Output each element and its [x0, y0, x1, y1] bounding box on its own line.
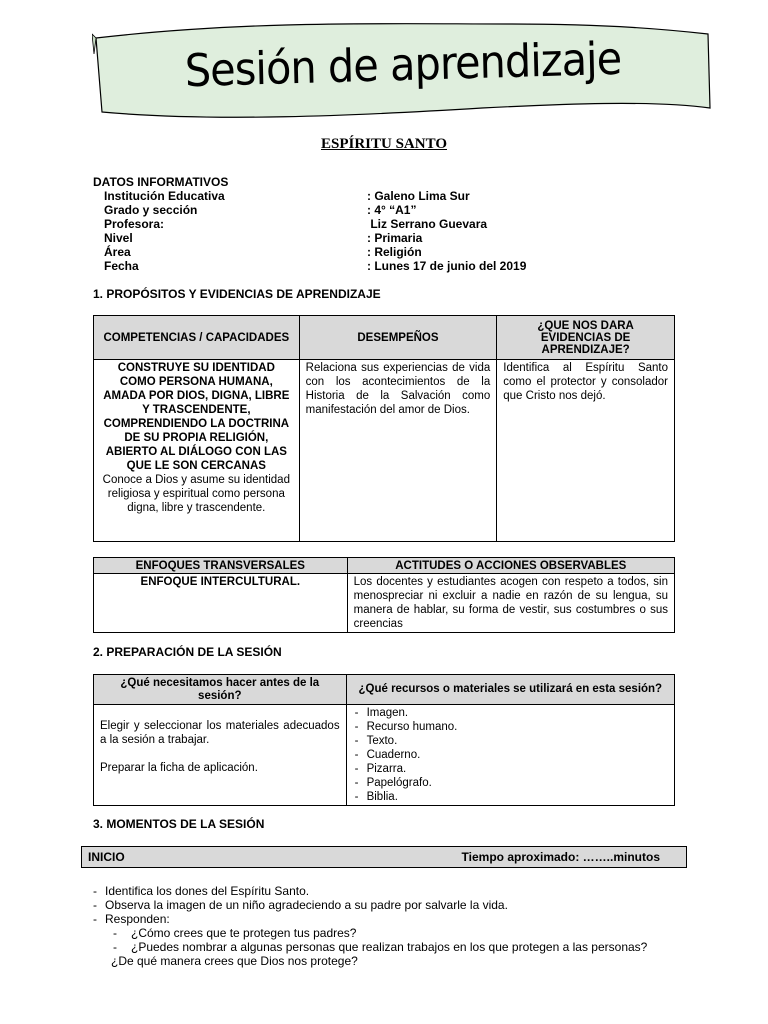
inicio-item: - Responden:: [91, 912, 675, 926]
datos-value: : Galeno Lima Sur: [367, 189, 470, 203]
header-antes: ¿Qué necesitamos hacer antes de la sesión?: [94, 675, 347, 705]
inicio-item: - Observa la imagen de un niño agradeciendo a su padre por salvarle la vida.: [91, 898, 675, 912]
datos-value: : Lunes 17 de junio del 2019: [367, 259, 527, 273]
document-title: ESPÍRITU SANTO: [320, 136, 447, 152]
datos-label: Nivel: [104, 231, 133, 245]
tiempo-label: Tiempo aproximado: ……..minutos: [461, 850, 660, 864]
inicio-label: INICIO: [88, 850, 125, 864]
datos-value: : Religión: [367, 245, 422, 259]
header-recursos: ¿Qué recursos o materiales se utilizará en esta sesión?: [346, 675, 674, 705]
inicio-subitem: - ¿Cómo crees que te protegen tus padres?: [111, 926, 675, 940]
recurso-item: - Recurso humano.: [353, 720, 668, 734]
competencia-cell: [94, 360, 300, 542]
inicio-list: [91, 884, 675, 926]
enfoques-table: [93, 557, 675, 633]
inicio-subitem: - ¿Puedes nombrar a algunas personas que realizan trabajos en los que protegen a las personas?: [111, 940, 675, 954]
inicio-content: [91, 884, 675, 968]
actitud-cell: Los docentes y estudiantes acogen con respeto a todos, sin menospreciar ni excluir a nadie en razón de su lengua, su manera de hablar, su forma de vestir, sus costumbres o sus creencias: [347, 574, 674, 633]
recurso-item: - Pizarra.: [353, 762, 668, 776]
recursos-list: [353, 706, 668, 804]
antes-item: Preparar la ficha de aplicación.: [100, 762, 258, 774]
banner-title: Sesión de aprendizaje: [184, 31, 622, 98]
closing-question: ¿De qué manera crees que Dios nos protege?: [111, 954, 358, 968]
antes-cell: [94, 705, 347, 806]
enfoque-cell: ENFOQUE INTERCULTURAL.: [94, 574, 348, 633]
section-3-title: 3. MOMENTOS DE LA SESIÓN: [93, 817, 265, 831]
section-1-title: 1. PROPÓSITOS Y EVIDENCIAS DE APRENDIZAJE: [93, 287, 381, 301]
datos-value: : 4° “A1”: [367, 203, 417, 217]
preparacion-table: [93, 674, 675, 806]
datos-label: Área: [104, 245, 131, 259]
propositos-table: [93, 315, 675, 542]
inicio-item: - Identifica los dones del Espíritu Santo.: [91, 884, 675, 898]
header-actitudes: ACTITUDES O ACCIONES OBSERVABLES: [347, 558, 674, 574]
header-desempenos: DESEMPEÑOS: [299, 316, 497, 360]
datos-label: Fecha: [104, 259, 139, 273]
recurso-item: - Texto.: [353, 734, 668, 748]
recurso-item: - Papelógrafo.: [353, 776, 668, 790]
inicio-sublist: [111, 926, 675, 954]
datos-label: Institución Educativa: [104, 189, 225, 203]
inicio-bar: [81, 846, 687, 868]
evidencia-cell: Identifica al Espíritu Santo como el protector y consolador que Cristo nos dejó.: [497, 360, 675, 542]
section-2-title: 2. PREPARACIÓN DE LA SESIÓN: [93, 645, 282, 659]
datos-heading: DATOS INFORMATIVOS: [93, 175, 229, 189]
recurso-item: - Biblia.: [353, 790, 668, 804]
header-enfoques: ENFOQUES TRANSVERSALES: [94, 558, 348, 574]
capacidad-text: Conoce a Dios y asume su identidad religiosa y espiritual como persona digna, libre y trascendente.: [102, 474, 290, 514]
datos-label: Profesora:: [104, 217, 165, 231]
datos-value: : Primaria: [367, 231, 423, 245]
recurso-item: - Cuaderno.: [353, 748, 668, 762]
header-competencias: COMPETENCIAS / CAPACIDADES: [94, 316, 300, 360]
recurso-item: - Imagen.: [353, 706, 668, 720]
header-evidencias: ¿QUE NOS DARA EVIDENCIAS DE APRENDIZAJE?: [497, 316, 675, 360]
antes-item: Elegir y seleccionar los materiales adecuados a la sesión a trabajar.: [100, 720, 340, 746]
desempeno-cell: Relaciona sus experiencias de vida con los acontecimientos de la Historia de la Salvación como manifestación del amor de Dios.: [299, 360, 497, 542]
datos-label: Grado y sección: [104, 203, 198, 217]
recursos-cell: [346, 705, 674, 806]
competencia-text: CONSTRUYE SU IDENTIDAD COMO PERSONA HUMANA, AMADA POR DIOS, DIGNA, LIBRE Y TRASCENDENTE, COMPRENDIENDO LA DOCTRINA DE SU PROPIA RELIGIÓN, ABIERTO AL DIÁLOGO CON LAS QUE LE SON CERCANAS: [103, 362, 290, 472]
datos-value: Liz Serrano Guevara: [367, 217, 488, 231]
